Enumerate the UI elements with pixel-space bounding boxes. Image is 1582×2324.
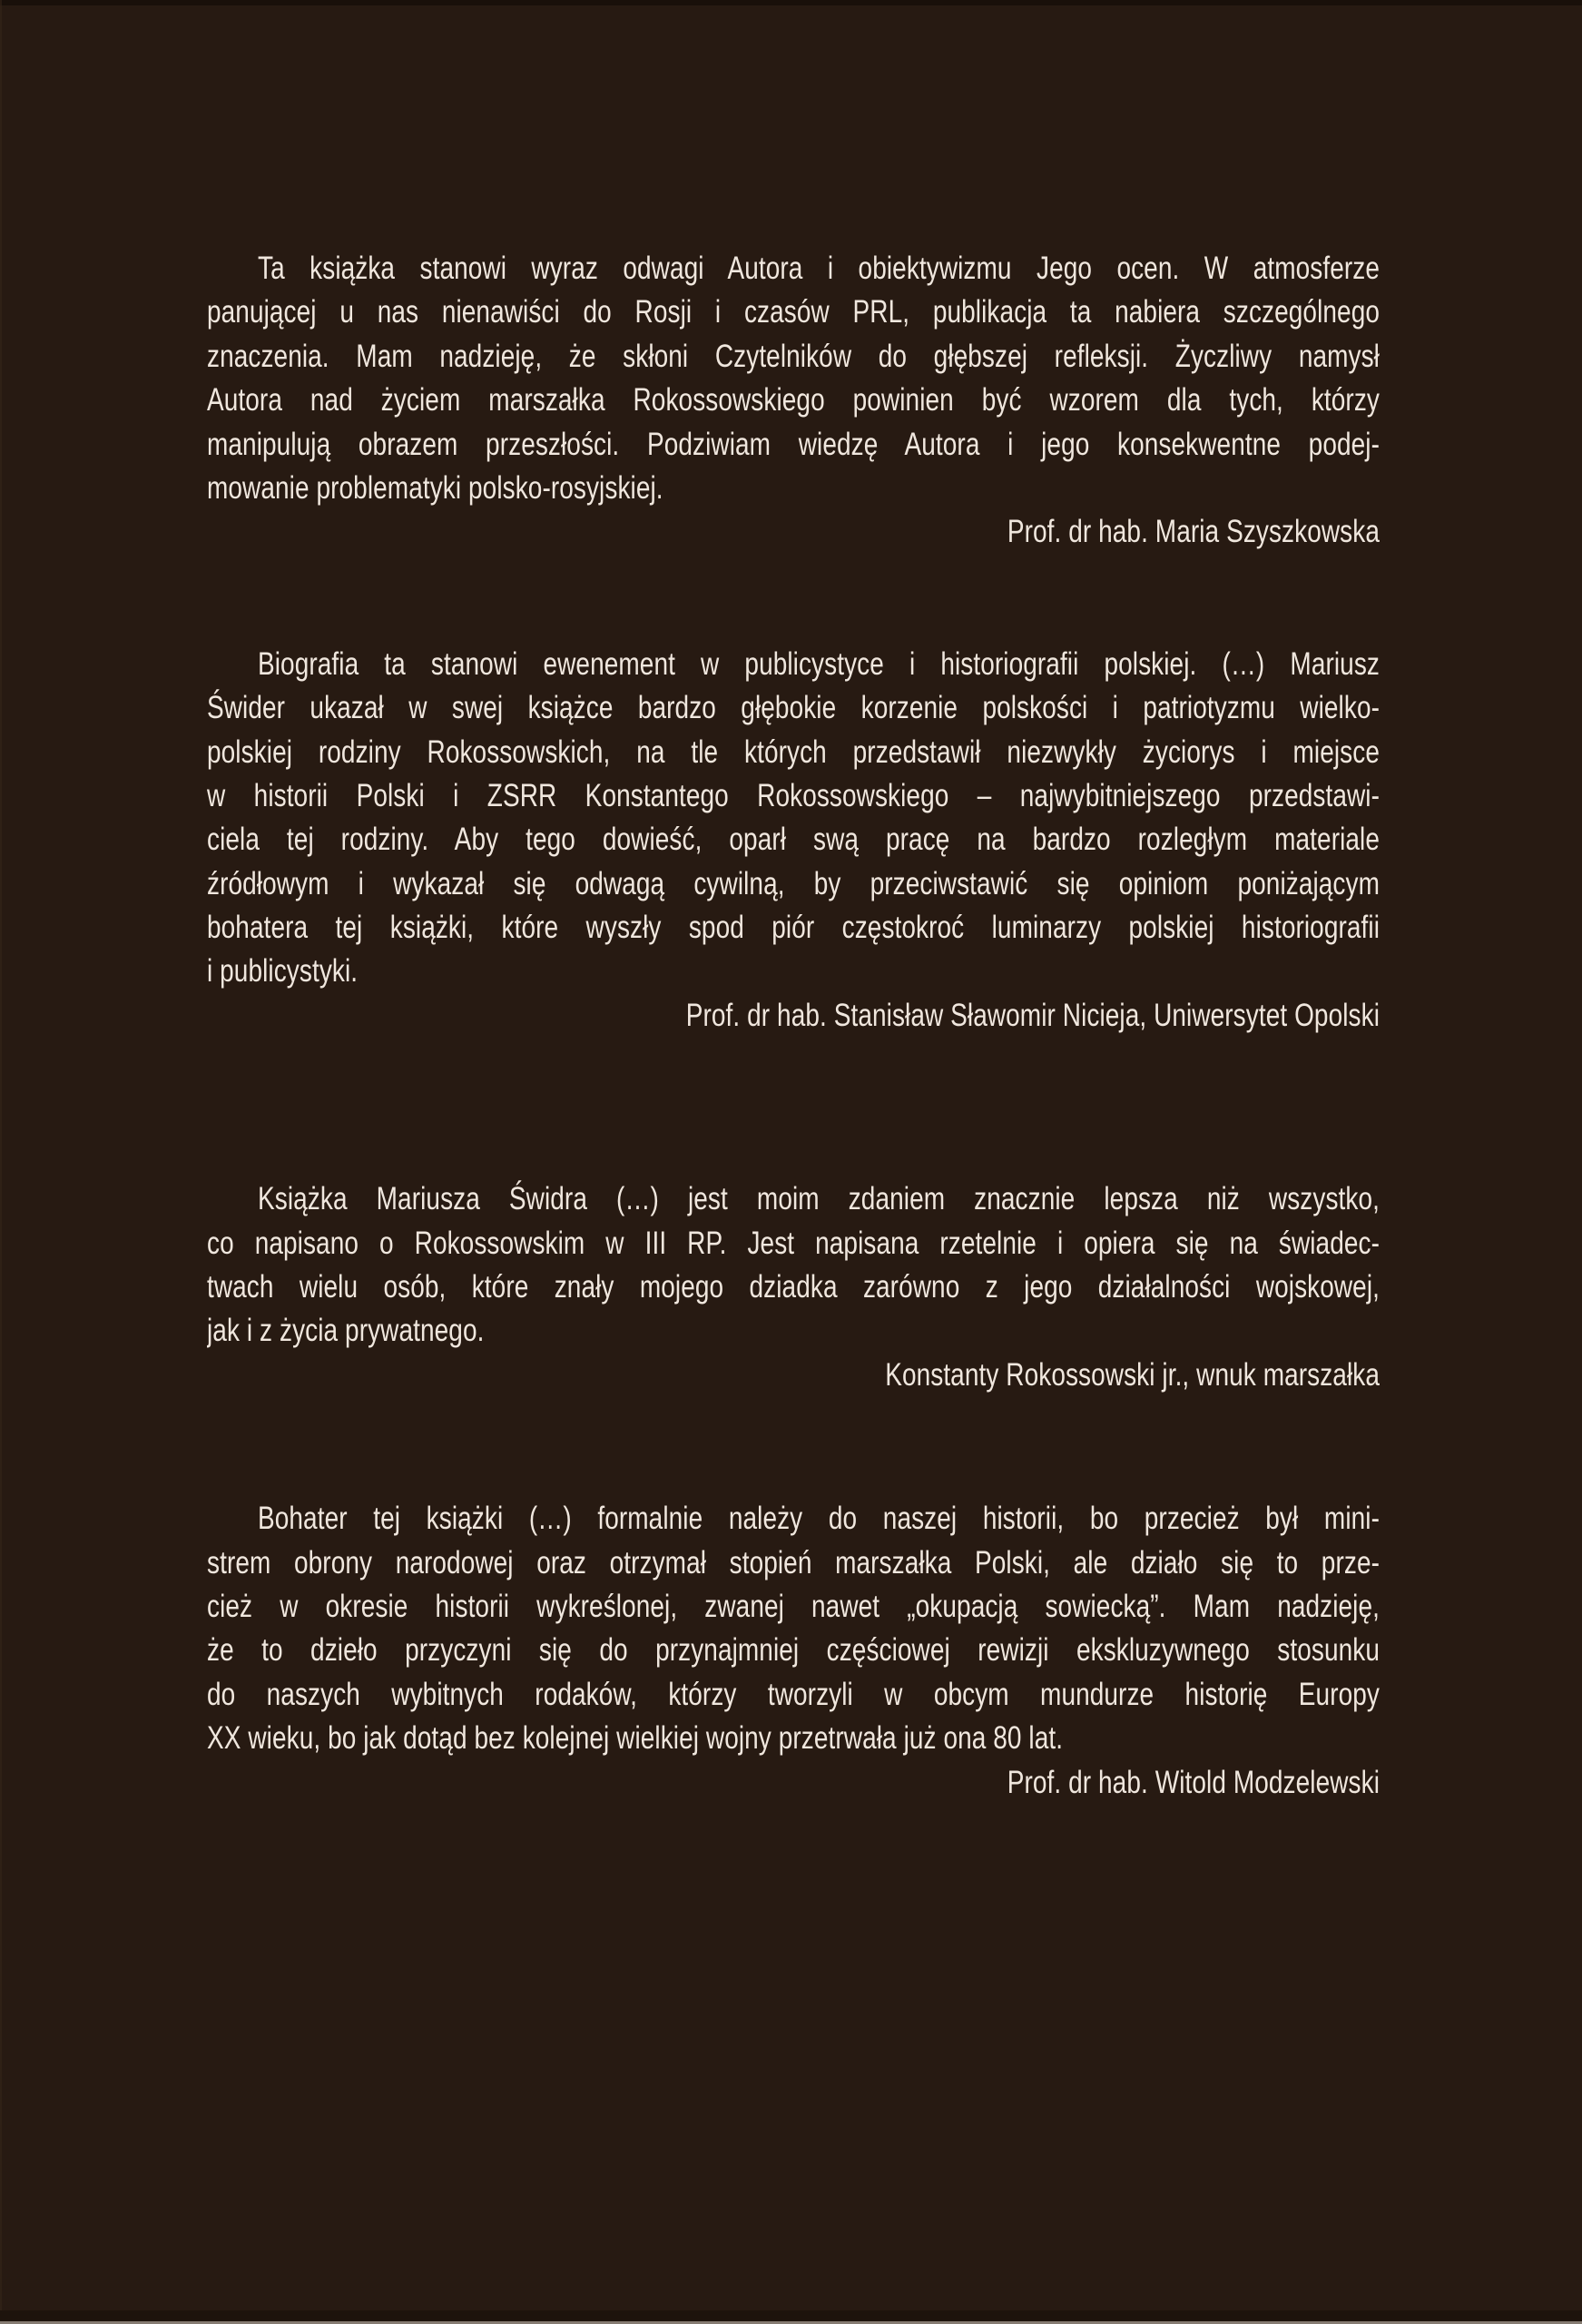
quote-line: Ta książka stanowi wyraz odwagi Autora i obiektywizmu Jego ocen. W atmosferze [258, 251, 1380, 286]
quote-line: Książka Mariusza Świdra (…) jest moim zdaniem znacznie lepsza niż wszystko, [258, 1181, 1380, 1217]
quote-line: mowanie problematyki polsko-rosyjskiej. [207, 469, 663, 506]
quote-signature: Prof. dr hab. Stanisław Sławomir Nicieja, Uniwersytet Opolski [685, 997, 1380, 1033]
quote-line: polskiej rodziny Rokossowskich, na tle których przedstawił niezwykły życiorys i miejsce [207, 734, 1380, 770]
quote-line: że to dzieło przyczyni się do przynajmniej częściowej rewizji ekskluzywnego stosunku [207, 1632, 1380, 1669]
quote-line: bohatera tej książki, które wyszły spod piór częstokroć luminarzy polskiej historiografii [207, 910, 1380, 946]
quote-line: Bohater tej książki (…) formalnie należy do naszej historii, bo przecież był mini- [258, 1501, 1380, 1537]
quote-line: panującej u nas nienawiści do Rosji i czasów PRL, publikacja ta nabiera szczególnego [207, 294, 1380, 330]
quote-line: XX wieku, bo jak dotąd bez kolejnej wielkiej wojny przetrwała już ona 80 lat. [207, 1720, 1064, 1757]
quote-line: cież w okresie historii wykreślonej, zwanej nawet „okupacją sowiecką”. Mam nadzieję, [207, 1588, 1380, 1624]
quote-block [207, 1497, 1380, 1805]
quote-block [207, 643, 1380, 1039]
quote-line: Biografia ta stanowi ewenement w publicystyce i historiografii polskiej. (…) Mariusz [258, 645, 1380, 682]
quote-line: Świder ukazał w swej książce bardzo głębokie korzenie polskości i patriotyzmu wielko- [207, 690, 1380, 726]
quote-block [207, 247, 1380, 555]
quote-line: Autora nad życiem marszałka Rokossowskiego powinien być wzorem dla tych, którzy [207, 382, 1380, 419]
quote-line: co napisano o Rokossowskim w III RP. Jest napisana rzetelnie i opiera się na świadec- [207, 1225, 1380, 1261]
quote-line: jak i z życia prywatnego. [207, 1313, 485, 1349]
top-edge-shadow [0, 0, 1582, 5]
quote-line: i publicystyki. [207, 953, 359, 990]
bottom-edge-shadow [0, 2310, 1582, 2321]
quote-signature: Konstanty Rokossowski jr., wnuk marszałka [885, 1356, 1380, 1393]
quote-line: manipulują obrazem przeszłości. Podziwiam wiedzę Autora i jego konsekwentne podej- [207, 426, 1380, 462]
quote-signature: Prof. dr hab. Maria Szyszkowska [1007, 514, 1380, 550]
quote-block [207, 1177, 1380, 1397]
quote-line: ciela tej rodziny. Aby tego dowieść, oparł swą pracę na bardzo rozległym materiale [207, 822, 1380, 858]
quote-line: do naszych wybitnych rodaków, którzy tworzyli w obcym mundurze historię Europy [207, 1676, 1380, 1712]
left-edge-shadow [0, 0, 2, 2324]
quote-signature: Prof. dr hab. Witold Modzelewski [1007, 1764, 1380, 1800]
quote-line: źródłowym i wykazał się odwagą cywilną, by przeciwstawić się opiniom poniżającym [207, 865, 1380, 901]
quote-line: znaczenia. Mam nadzieję, że skłoni Czytelników do głębszej refleksji. Życzliwy namysł [207, 338, 1380, 374]
quote-line: twach wielu osób, które znały mojego dziadka zarówno z jego działalności wojskowej, [207, 1269, 1380, 1305]
quote-line: strem obrony narodowej oraz otrzymał stopień marszałka Polski, ale działo się to prze- [207, 1544, 1380, 1581]
quote-line: w historii Polski i ZSRR Konstantego Rokossowskiego – najwybitniejszego przedstawi- [207, 777, 1380, 813]
quotes-container [207, 247, 1380, 1805]
